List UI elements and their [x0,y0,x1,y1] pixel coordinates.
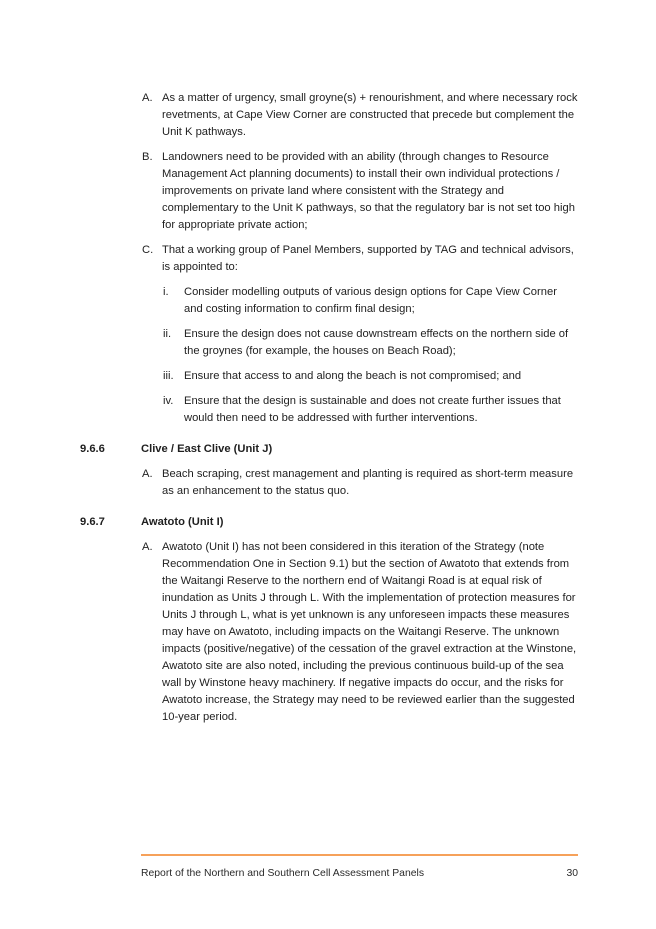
sub-list-item-text: Ensure that the design is sustainable and does not create further issues that would then need to be addressed with further interventions. [184,395,561,424]
section-9-6-7-item-a [142,539,578,726]
section-number: 9.6.6 [80,443,105,455]
list-marker: B. [142,151,153,163]
footer-title: Report of the Northern and Southern Cell Assessment Panels [141,868,425,879]
sub-list-marker: i. [163,286,169,298]
list-item-text: That a working group of Panel Members, supported by TAG and technical advisors, is appointed to: [162,244,574,273]
sub-list-item-text: Ensure the design does not cause downstream effects on the northern side of the groynes (for example, the houses on Beach Road); [184,328,569,357]
section-heading-9-6-6 [80,441,656,458]
sub-list-marker: iv. [163,395,174,407]
sub-list-item-i [163,284,578,318]
section-title: Awatoto (Unit I) [141,516,224,528]
list-item-text: As a matter of urgency, small groyne(s) + renourishment, and where necessary rock revetments, at Cape View Corner are constructed that precede but complement the Unit K pathways. [162,92,578,138]
section-number: 9.6.7 [80,516,105,528]
section-title: Clive / East Clive (Unit J) [141,443,273,455]
list-marker: A. [142,92,153,104]
sub-list [0,284,578,427]
sub-list-marker: ii. [163,328,172,340]
page-number: 30 [566,868,578,879]
list-item-text: Awatoto (Unit I) has not been considered in this iteration of the Strategy (note Recommendation One in Section 9.1) but the section of Awatoto that extends from the Waitangi Reserve to the northern end of Waitangi Road is at equal risk of inundation as Units J through L. With the implementation of protection measures for Units J through L, what is yet unknown is any unforeseen impacts these measures may have on Awatoto, including impacts on the Waitangi Reserve. The unknown impacts (positive/negative) of the cessation of the gravel extraction at the Winstone, Awatoto site are also noted, including the previous continuous build-up of the sea wall by Winstone heavy machinery. If negative impacts do occur, and the risks for Awatoto increase, the Strategy may need to be reviewed earlier than the suggested 10-year period. [162,541,577,723]
list-marker: A. [142,468,153,480]
list-item-text: Beach scraping, crest management and planting is required as short-term measure as an enhancement to the status quo. [162,468,574,497]
section-9-6-6-item-a [142,466,578,500]
list-item-a [142,90,578,141]
sub-list-item-text: Consider modelling outputs of various design options for Cape View Corner and costing information to confirm final design; [184,286,557,315]
sub-list-item-iv [163,393,578,427]
list-marker: A. [142,541,153,553]
sub-list-item-ii [163,326,578,360]
sub-list-item-text: Ensure that access to and along the beach is not compromised; and [184,370,522,382]
page-content [0,90,656,734]
list-item-b [142,149,578,234]
footer-divider [141,854,578,856]
list-item-c [142,242,578,427]
section-heading-9-6-7 [80,514,656,531]
list-item-text: Landowners need to be provided with an ability (through changes to Resource Management Act planning documents) to install their own individual protections / improvements on private land where consistent with the Strategy and complementary to the Unit K pathways, so that the regulatory bar is not set too high for appropriate private action; [162,151,575,231]
sub-list-marker: iii. [163,370,174,382]
list-marker: C. [142,244,154,256]
sub-list-item-iii [163,368,578,385]
